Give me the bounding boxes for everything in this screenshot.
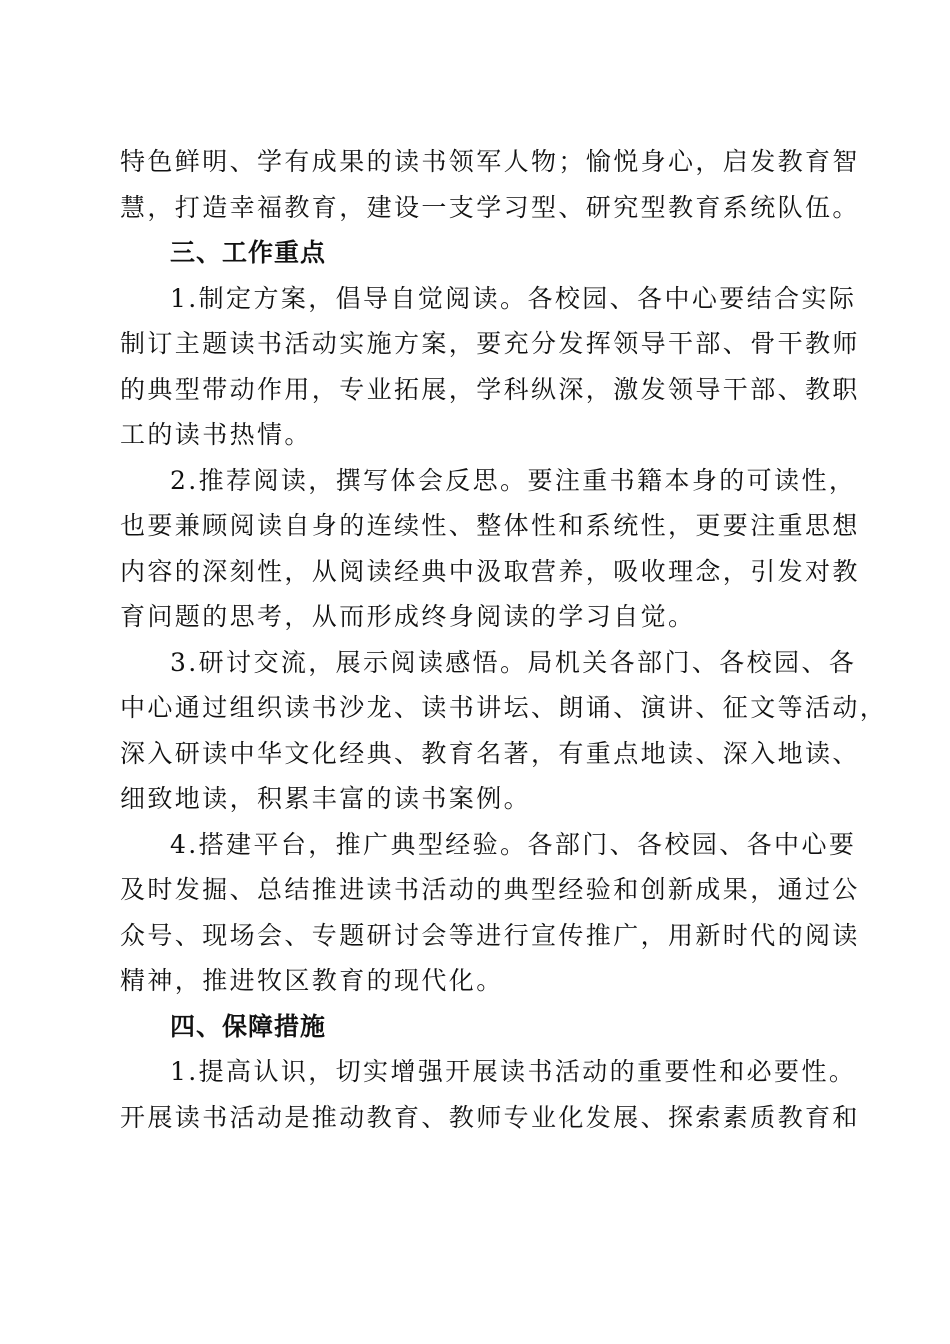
paragraph-line: 特色鲜明、学有成果的读书领军人物；愉悦身心，启发教育智 [120,147,860,176]
paragraph-line: 内容的深刻性，从阅读经典中汲取营养，吸收理念，引发对教 [120,557,860,586]
section-heading-work-focus: 三、工作重点 [170,238,327,267]
paragraph-line: 工的读书热情。 [120,420,312,449]
paragraph-line: 2.推荐阅读，撰写体会反思。要注重书籍本身的可读性， [170,466,857,495]
paragraph-line: 3.研讨交流，展示阅读感悟。局机关各部门、各校园、各 [170,648,857,677]
paragraph-line: 的典型带动作用，专业拓展，学科纵深，激发领导干部、教职 [120,375,860,404]
section-heading-safeguards: 四、保障措施 [170,1012,327,1041]
paragraph-line: 中心通过组织读书沙龙、读书讲坛、朗诵、演讲、征文等活动， [120,693,888,722]
paragraph-line: 也要兼顾阅读自身的连续性、整体性和系统性，更要注重思想 [120,511,860,540]
paragraph-line: 众号、现场会、专题研讨会等进行宣传推广，用新时代的阅读 [120,921,860,950]
paragraph-line: 开展读书活动是推动教育、教师专业化发展、探索素质教育和 [120,1103,860,1132]
paragraph-line: 慧，打造幸福教育，建设一支学习型、研究型教育系统队伍。 [120,193,860,222]
paragraph-line: 1.制定方案，倡导自觉阅读。各校园、各中心要结合实际 [170,284,857,313]
paragraph-line: 深入研读中华文化经典、教育名著，有重点地读、深入地读、 [120,739,860,768]
paragraph-line: 4.搭建平台，推广典型经验。各部门、各校园、各中心要 [170,830,857,859]
paragraph-line: 制订主题读书活动实施方案，要充分发挥领导干部、骨干教师 [120,329,860,358]
paragraph-line: 1.提高认识，切实增强开展读书活动的重要性和必要性。 [170,1057,857,1086]
paragraph-line: 细致地读，积累丰富的读书案例。 [120,784,532,813]
paragraph-line: 精神，推进牧区教育的现代化。 [120,966,504,995]
paragraph-line: 育问题的思考，从而形成终身阅读的学习自觉。 [120,602,696,631]
paragraph-line: 及时发掘、总结推进读书活动的典型经验和创新成果，通过公 [120,875,860,904]
